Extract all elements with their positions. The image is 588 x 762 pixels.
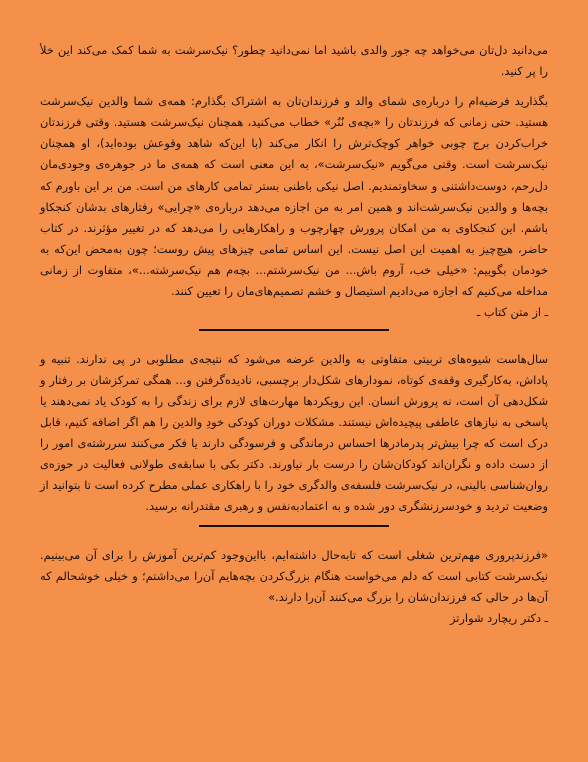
excerpt-paragraph: بگذارید فرضیه‌ام را درباره‌ی شمای والد و فرزندان‌تان به اشتراک بگذارم: همه‌ی شما والدین نیک‌سرشت هستید. حتی زمانی که فرزندتان را «بچه‌ی نُنُر» خطاب می‌کنید، همچنان نیک‌سرشت هستید. وقتی فرزندتان خراب‌کردن برج چوبی خواهر کوچک‌ترش را انکار می‌کند (با این‌که شاهد وقوعش بوده‌اید)، او همچنان نیک‌سرشت است. وقتی می‌گویم «نیک‌سرشت»، به این معنی است که همه‌ی ما در جوهره‌ی وجودی‌مان دل‌رحم، دوست‌داشتنی و سخاوتمندیم. اصل نیکی باطنی بستر تمامی کارهای من است. من بر این باورم که بچه‌ها و والدین نیک‌سرشت‌اند و همین امر به من اجازه می‌دهد درباره‌ی «چرایی» رفتارهای بدشان کنجکاو باشم. این کنجکاوی به من امکان پرورش چهارچوب و راهکارهایی را می‌دهد که در تغییر مؤثرند. در کتاب حاضر، هیچ‌چیز به اهمیت این اصل نیست. این اساس تمامی چیزهای پیش روست؛ چون به‌محض این‌که به خودمان بگوییم: «خیلی خب، آروم باش... من نیک‌سرشتم... بچه‌م هم نیک‌سرشته...»، متفاوت از زمانی مداخله می‌کنیم که اجازه می‌دادیم استیصال و خشم تصمیم‌های‌مان را تعیین کنند. bbox=[40, 94, 548, 299]
divider-line bbox=[199, 329, 389, 331]
book-back-cover bbox=[40, 40, 548, 629]
intro-paragraph: می‌دانید دل‌تان می‌خواهد چه جور والدی باشید اما نمی‌دانید چطور؟ نیک‌سرشت به شما کمک می‌کند این خلأ را پر کنید. bbox=[40, 43, 548, 79]
summary-paragraph: سال‌هاست شیوه‌های تربیتی متفاوتی به والدین عرضه می‌شود که نتیجه‌ی مطلوبی در پی ندارند. تنبیه و پاداش، به‌کارگیری وقفه‌ی کوتاه، نمودارهای شکل‌دار برچسبی، نادیده‌گرفتن و... همگی تمرکزشان بر رفتار و شکل‌دهی آن است، نه پرورش انسان. این رویکردها مهارت‌های لازم برای زندگی را به کودک یاد نمی‌دهند یا پاسخی به نیازهای عاطفی پیچیده‌اش نیستند. مشکلات دوران کودکی خودِ والدین را هم اگر اضافه کنیم، قابل درک است که چرا بیش‌تر پدرمادرها احساس درماندگی و فرسودگی دارند یا فکر می‌کنند سررشته‌ی امور را از دست داده و نگران‌اند کودکان‌شان را درست بار نیاورند. دکتر بکی با سابقه‌ی طولانی فعالیت در حوزه‌ی روان‌شناسی بالینی، در نیک‌سرشت فلسفه‌ی والدگری خود را با راهکاری عملی مطرح کرده است تا بتوانید از وضعیت تردید و خودسرزنشگری دور شده و به اعتمادبه‌نفس و رهبری مقتدرانه برسید. bbox=[40, 351, 548, 514]
endorsement-attribution: ـ دکتر ریچارد شوارتز bbox=[449, 611, 548, 626]
divider-line bbox=[199, 525, 389, 527]
excerpt-source: ـ از متن کتاب ـ bbox=[476, 305, 548, 320]
endorsement-quote: «فرزندپروری مهم‌ترین شغلی است که تابه‌حال داشته‌ایم، بااین‌وجود کم‌ترین آموزش را برای آن می‌بینیم. نیک‌سرشت کتابی است که دلم می‌خواست هنگام بزرگ‌کردن بچه‌هایم آن‌را می‌داشتم؛ و خیلی خوشحالم که آن‌ها در حالی که فرزندان‌شان را بزرگ می‌کنند آن‌را دارند.» bbox=[40, 547, 548, 605]
